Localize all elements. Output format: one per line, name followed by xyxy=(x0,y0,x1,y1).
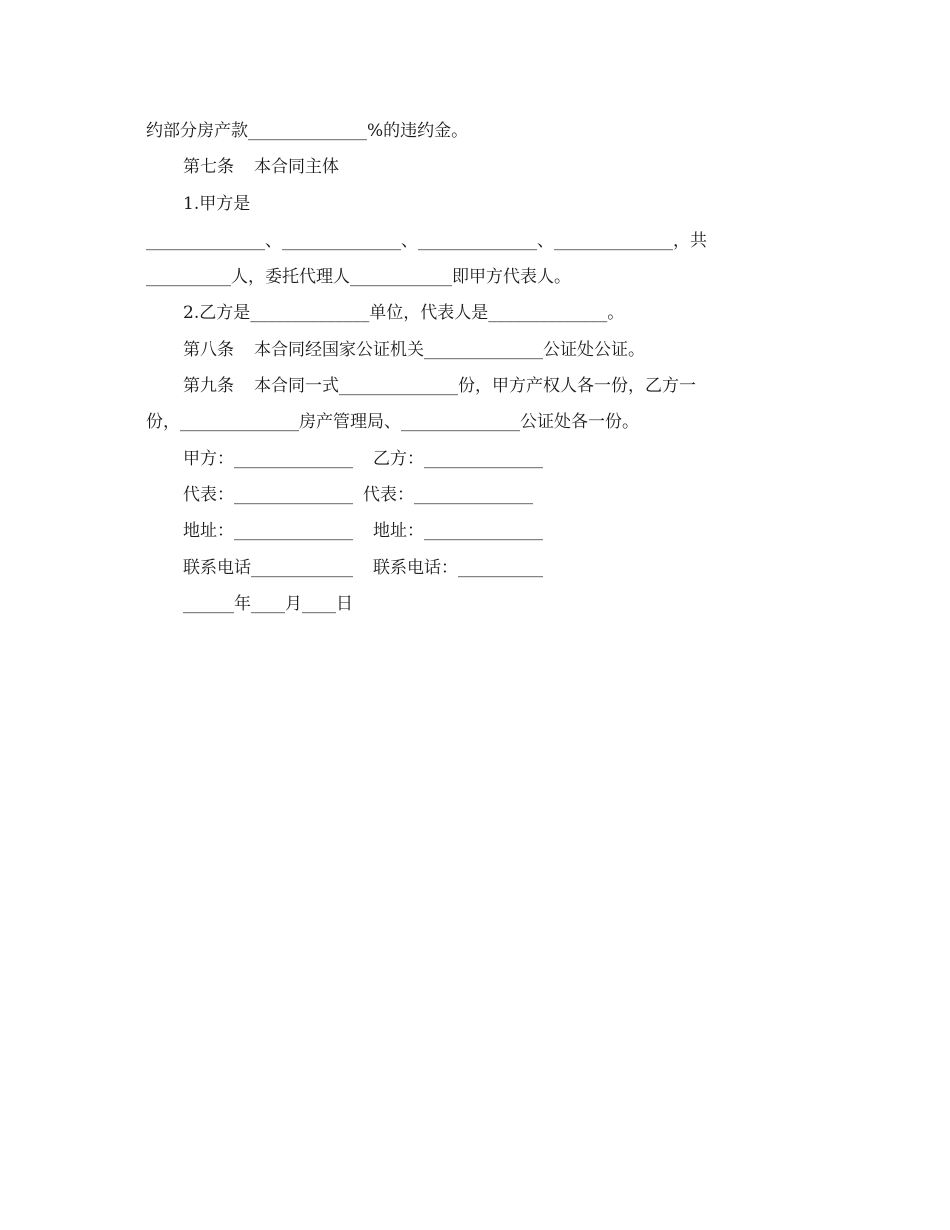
article-7-title: 本合同主体 xyxy=(254,157,339,177)
party-a-rep: 代表：______________ xyxy=(183,485,353,505)
party-a-phone: 联系电话____________ xyxy=(183,558,353,578)
party-a-names-text: ______________、______________、______________、______________，共 xyxy=(146,231,707,251)
party-a-intro-text: 1.甲方是 xyxy=(183,194,251,214)
party-a-names xyxy=(146,229,786,253)
signature-address-row xyxy=(183,519,823,543)
article-9 xyxy=(183,374,823,398)
party-a-count xyxy=(146,265,786,289)
party-b-phone: 联系电话：__________ xyxy=(373,558,543,578)
party-a-address: 地址：______________ xyxy=(183,521,353,541)
party-b-intro xyxy=(183,301,823,325)
article-8-number: 第八条 xyxy=(183,340,234,360)
article-8-text: 本合同经国家公证机关______________公证处公证。 xyxy=(254,340,645,360)
article-8 xyxy=(183,338,823,362)
article-9-number: 第九条 xyxy=(183,376,234,396)
article-9-cont-text: 份，______________房产管理局、______________公证处各一份。 xyxy=(146,412,639,432)
penalty-text: 约部分房产款______________%的违约金。 xyxy=(146,121,469,141)
signature-party-row xyxy=(183,447,823,471)
article-9-text: 本合同一式______________份，甲方产权人各一份，乙方一 xyxy=(254,376,696,396)
party-b-address: 地址：______________ xyxy=(373,521,543,541)
party-a-signature: 甲方：______________ xyxy=(183,449,353,469)
article-7-number: 第七条 xyxy=(183,157,234,177)
article-9-continued xyxy=(146,410,786,434)
party-a-intro xyxy=(183,192,823,216)
signature-phone-row xyxy=(183,556,823,580)
text-line-penalty xyxy=(146,119,786,143)
party-b-text: 2.乙方是______________单位，代表人是______________。 xyxy=(183,303,625,323)
date-text: ______年____月____日 xyxy=(183,594,353,614)
party-b-rep: 代表：______________ xyxy=(363,485,533,505)
signature-rep-row xyxy=(183,483,823,507)
date-line xyxy=(183,592,823,616)
article-7-heading xyxy=(183,155,823,179)
party-a-count-text: __________人，委托代理人____________即甲方代表人。 xyxy=(146,267,571,287)
party-b-signature: 乙方：______________ xyxy=(373,449,543,469)
